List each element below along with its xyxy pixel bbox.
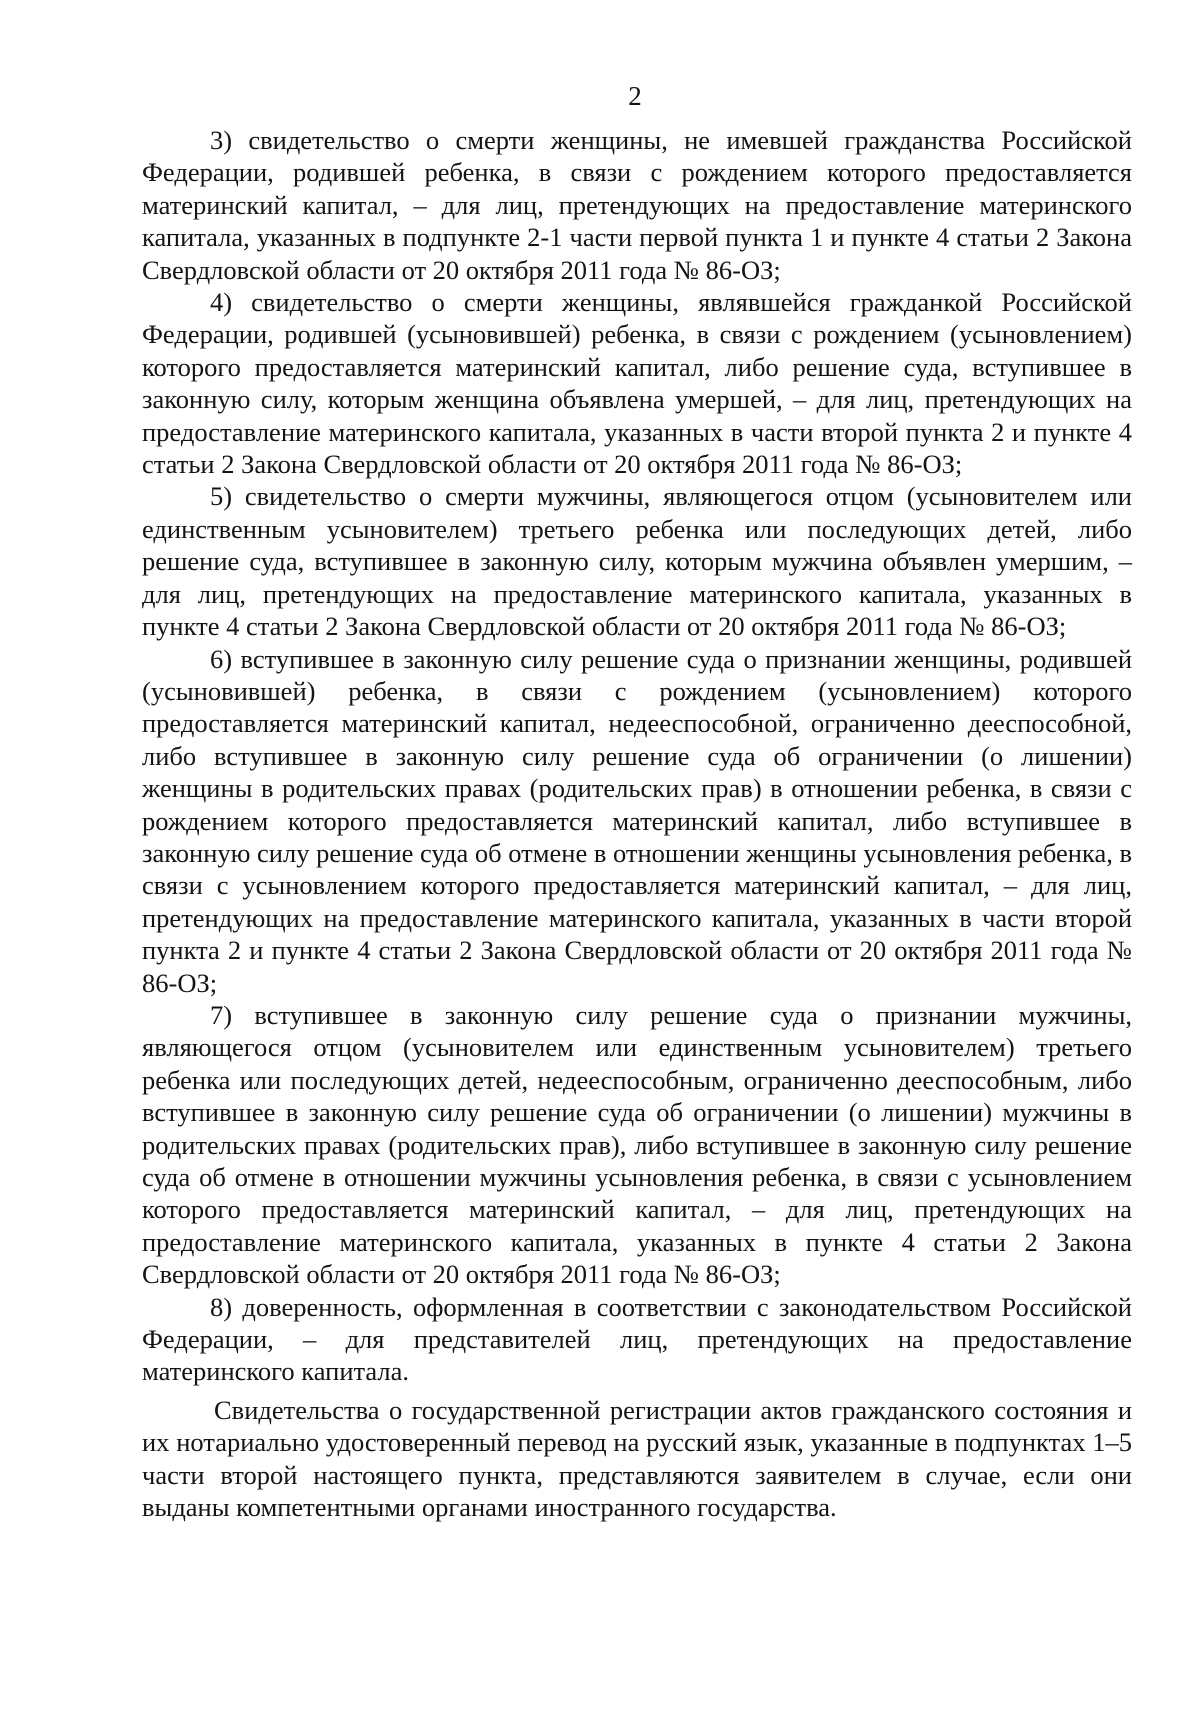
list-item-3: 3) свидетельство о смерти женщины, не имевшей гражданства Российской Федерации, родившей ребенка, в связи с рождением которого предоставляется материнский капитал, – для лиц, претендующих на предоставление материнского капитала, указанных в подпункте 2-1 части первой пункта 1 и пункте 4 статьи 2 Закона Свердловской области от 20 октября 2011 года № 86-ОЗ; <box>142 125 1132 285</box>
list-item-7: 7) вступившее в законную силу решение суда о признании мужчины, являющегося отцом (усыновителем или единственным усыновителем) третьего ребенка или последующих детей, недееспособным, ограниченно дееспособным, либо вступившее в законную силу решение суда об ограничении (о лишении) мужчины в родительских правах (родительских прав), либо вступившее в законную силу решение суда об отмене в отношении мужчины усыновления ребенка, в связи с усыновлением которого предоставляется материнский капитал, – для лиц, претендующих на предоставление материнского капитала, указанных в пункте 4 статьи 2 Закона Свердловской области от 20 октября 2011 года № 86-ОЗ; <box>142 999 1132 1290</box>
list-item-6: 6) вступившее в законную силу решение суда о признании женщины, родившей (усыновившей) ребенка, в связи с рождением (усыновлением) которого предоставляется материнский капитал, недееспособной, ограниченно дееспособной, либо вступившее в законную силу решение суда об ограничении (о лишении) женщины в родительских правах (родительских прав) в отношении ребенка, в связи с рождением которого предоставляется материнский капитал, либо вступившее в законную силу решение суда об отмене в отношении женщины усыновления ребенка, в связи с усыновлением которого предоставляется материнский капитал, – для лиц, претендующих на предоставление материнского капитала, указанных в части второй пункта 2 и пункте 4 статьи 2 Закона Свердловской области от 20 октября 2011 года № 86-ОЗ; <box>142 643 1132 998</box>
document-body <box>142 124 1132 1523</box>
list-item-8: 8) доверенность, оформленная в соответствии с законодательством Российской Федерации, – для представителей лиц, претендующих на предоставление материнского капитала. <box>142 1291 1132 1387</box>
list-item-4: 4) свидетельство о смерти женщины, являвшейся гражданкой Российской Федерации, родившей (усыновившей) ребенка, в связи с рождением (усыновлением) которого предоставляется материнский капитал, либо решение суда, вступившее в законную силу, которым женщина объявлена умершей, – для лиц, претендующих на предоставление материнского капитала, указанных в части второй пункта 2 и пункте 4 статьи 2 Закона Свердловской области от 20 октября 2011 года № 86-ОЗ; <box>142 287 1132 480</box>
list-item-5: 5) свидетельство о смерти мужчины, являющегося отцом (усыновителем или единственным усыновителем) третьего ребенка или последующих детей, либо решение суда, вступившее в законную силу, которым мужчина объявлен умершим, – для лиц, претендующих на предоставление материнского капитала, указанных в пункте 4 статьи 2 Закона Свердловской области от 20 октября 2011 года № 86-ОЗ; <box>142 481 1132 642</box>
page-number: 2 <box>628 81 642 111</box>
closing-paragraph: Свидетельства о государственной регистрации актов гражданского состояния и их нотариально удостоверенный перевод на русский язык, указанные в подпунктах 1–5 части второй настоящего пункта, представляются заявителем в случае, если они выданы компетентными органами иностранного государства. <box>142 1394 1132 1523</box>
